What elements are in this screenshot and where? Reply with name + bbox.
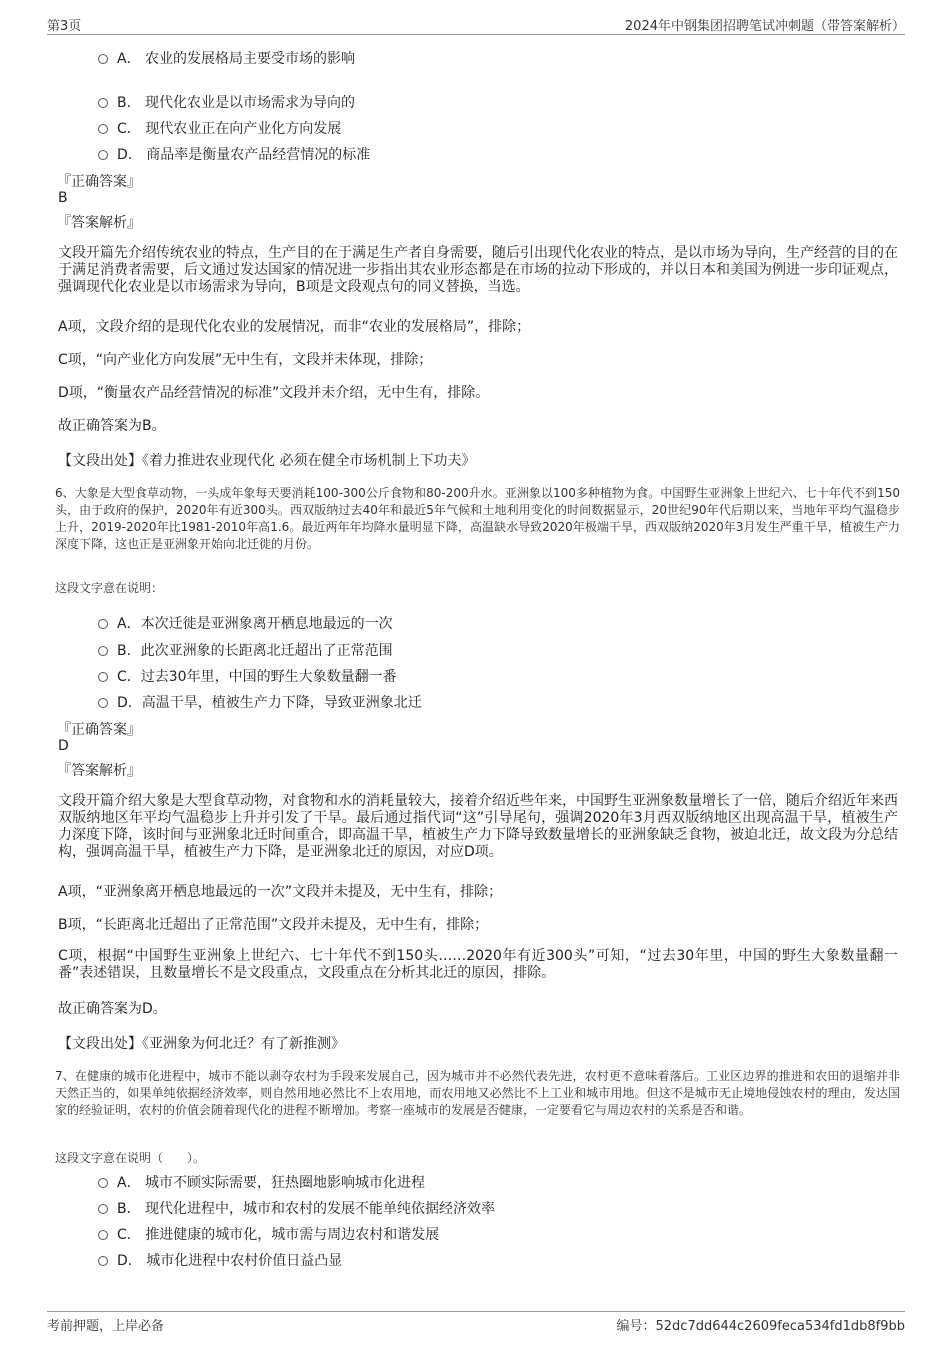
q6-option-c[interactable]: C．过去30年里，中国的野生大象数量翻一番 bbox=[98, 666, 397, 686]
q6-answer-label: 『正确答案』 bbox=[57, 722, 141, 738]
footer-slogan: 考前押题，上岸必备 bbox=[47, 1319, 165, 1334]
radio-icon[interactable] bbox=[98, 1230, 108, 1240]
q6-prompt: 这段文字意在说明： bbox=[55, 581, 164, 595]
q6-option-d[interactable]: D．高温干旱，植被生产力下降，导致亚洲象北迁 bbox=[98, 692, 422, 712]
q6-option-a[interactable]: A．本次迁徙是亚洲象离开栖息地最远的一次 bbox=[98, 613, 393, 633]
source-title: 《着力推进农业现代化 必须在健全市场机制上下功夫》 bbox=[142, 453, 476, 469]
q6-answer: D bbox=[58, 738, 69, 754]
q7-option-d[interactable]: D． 城市化进程中农村价值日益凸显 bbox=[98, 1250, 342, 1270]
radio-icon[interactable] bbox=[98, 646, 108, 656]
radio-icon[interactable] bbox=[98, 1178, 108, 1188]
q6-note-b: B项，“长距离北迁超出了正常范围”文段并未提及，无中生有，排除； bbox=[58, 917, 489, 933]
q5-option-a[interactable]: A． 农业的发展格局主要受市场的影响 bbox=[98, 48, 355, 68]
q7-option-a[interactable]: A． 城市不顾实际需要，狂热圈地影响城市化进程 bbox=[98, 1172, 425, 1192]
q5-option-b[interactable]: B． 现代化农业是以市场需求为导向的 bbox=[98, 92, 355, 112]
q5-answer: B bbox=[58, 190, 68, 206]
code-label: 编号： bbox=[616, 1319, 656, 1334]
q6-source bbox=[58, 1033, 345, 1053]
q5-option-c[interactable]: C． 现代农业正在向产业化方向发展 bbox=[98, 118, 341, 138]
page-number: 第3页 bbox=[47, 19, 82, 34]
q5-answer-label: 『正确答案』 bbox=[57, 174, 141, 190]
radio-icon[interactable] bbox=[98, 672, 108, 682]
q6-analysis: 文段开篇介绍大象是大型食草动物，对食物和水的消耗量较大，接着介绍近些年来，中国野生亚洲象数量增长了一倍，随后介绍近年来西双版纳地区年平均气温稳步上升并引发了干旱。最后通过指代词“这”引导尾句，强调2020年3月西双版纳地区出现高温干旱，植被生产力深度下降，该时间与亚洲象北迁时间重合，即高温干旱，植被生产力下降导致数量增长的亚洲象缺乏食物，被迫北迁，故文段为分总结构，强调高温干旱，植被生产力下降，是亚洲象北迁的原因，对应D项。 bbox=[58, 793, 898, 860]
q6-conclusion: 故正确答案为D。 bbox=[58, 1001, 167, 1017]
q7-option-b[interactable]: B． 现代化进程中，城市和农村的发展不能单纯依据经济效率 bbox=[98, 1198, 495, 1218]
q5-analysis-label: 『答案解析』 bbox=[57, 215, 141, 231]
radio-icon[interactable] bbox=[98, 54, 108, 64]
document-title: 2024年中钢集团招聘笔试冲刺题（带答案解析） bbox=[624, 19, 905, 34]
q6-note-a: A项，“亚洲象离开栖息地最远的一次”文段并未提及，无中生有，排除； bbox=[58, 884, 503, 900]
radio-icon[interactable] bbox=[98, 98, 108, 108]
radio-icon[interactable] bbox=[98, 124, 108, 134]
q5-analysis: 文段开篇先介绍传统农业的特点，生产目的在于满足生产者自身需要，随后引出现代化农业的特点，是以市场为导向，生产经营的目的在于满足消费者需要，后文通过发达国家的情况进一步指出其农业形态都是在市场的拉动下形成的，并以日本和美国为例进一步印证观点，强调现代化农业是以市场需求为导向，B项是文段观点句的同义替换，当选。 bbox=[58, 245, 898, 295]
footer-code bbox=[616, 1315, 905, 1334]
code-value: 52dc7dd644c2609feca534fd1db8f9bb bbox=[655, 1319, 905, 1334]
radio-icon[interactable] bbox=[98, 619, 108, 629]
q5-note-c: C项，“向产业化方向发展”无中生有，文段并未体现，排除； bbox=[58, 352, 433, 368]
q6-stem: 6、大象是大型食草动物，一头成年象每天要消耗100-300公斤食物和80-200升水。亚洲象以100多种植物为食。中国野生亚洲象上世纪六、七十年代不到150头，由于政府的保护，2020年有近300头。西双版纳过去40年和最近5年气候和土地利用变化的时间数据显示，20世纪90年代后期以来，当地年平均气温稳步上升，2019-2020年比1981-2010年高1.6。最近两年年均降水量明显下降，高温缺水导致2020年极端干旱，西双版纳2020年3月发生严重干旱，植被生产力深度下降，这也正是亚洲象开始向北迁徙的月份。 bbox=[55, 486, 900, 551]
radio-icon[interactable] bbox=[98, 150, 108, 160]
q5-option-d[interactable]: D． 商品率是衡量农产品经营情况的标准 bbox=[98, 144, 370, 164]
radio-icon[interactable] bbox=[98, 698, 108, 708]
q6-analysis-label: 『答案解析』 bbox=[57, 763, 141, 779]
q5-note-d: D项，“衡量农产品经营情况的标准”文段并未介绍，无中生有，排除。 bbox=[58, 385, 490, 401]
radio-icon[interactable] bbox=[98, 1204, 108, 1214]
source-label: 【文段出处】 bbox=[58, 453, 142, 469]
q5-note-a: A项，文段介绍的是现代化农业的发展情况，而非“农业的发展格局”，排除； bbox=[58, 319, 531, 335]
q5-source bbox=[58, 450, 475, 470]
q5-conclusion: 故正确答案为B。 bbox=[58, 418, 166, 434]
radio-icon[interactable] bbox=[98, 1256, 108, 1266]
q6-option-b[interactable]: B．此次亚洲象的长距离北迁超出了正常范围 bbox=[98, 640, 393, 660]
page-footer bbox=[47, 1311, 905, 1334]
q7-stem: 7、在健康的城市化进程中，城市不能以剥夺农村为手段来发展自己，因为城市并不必然代表先进，农村更不意味着落后。工业区边界的推进和农田的退缩并非天然正当的，如果单纯依据经济效率，则自然用地必然比不上农用地，而农用地又必然比不上工业和城市用地。但这不是城市无止境地侵蚀农村的理由，发达国家的经验证明，农村的价值会随着现代化的进程不断增加。考察一座城市的发展是否健康，一定要看它与周边农村的关系是否和谐。 bbox=[55, 1069, 900, 1117]
q6-note-c: C项，根据“中国野生亚洲象上世纪六、七十年代不到150头……2020年有近300头”可知，“过去30年里，中国的野生大象数量翻一番”表述错误，且数量增长不是文段重点，文段重点在分析其北迁的原因，排除。 bbox=[58, 948, 898, 981]
q7-option-c[interactable]: C． 推进健康的城市化，城市需与周边农村和谐发展 bbox=[98, 1224, 439, 1244]
source-label: 【文段出处】 bbox=[58, 1036, 142, 1052]
q7-prompt: 这段文字意在说明（ ）。 bbox=[55, 1151, 206, 1165]
source-title: 《亚洲象为何北迁？有了新推测》 bbox=[142, 1036, 345, 1052]
page-header bbox=[47, 14, 905, 35]
